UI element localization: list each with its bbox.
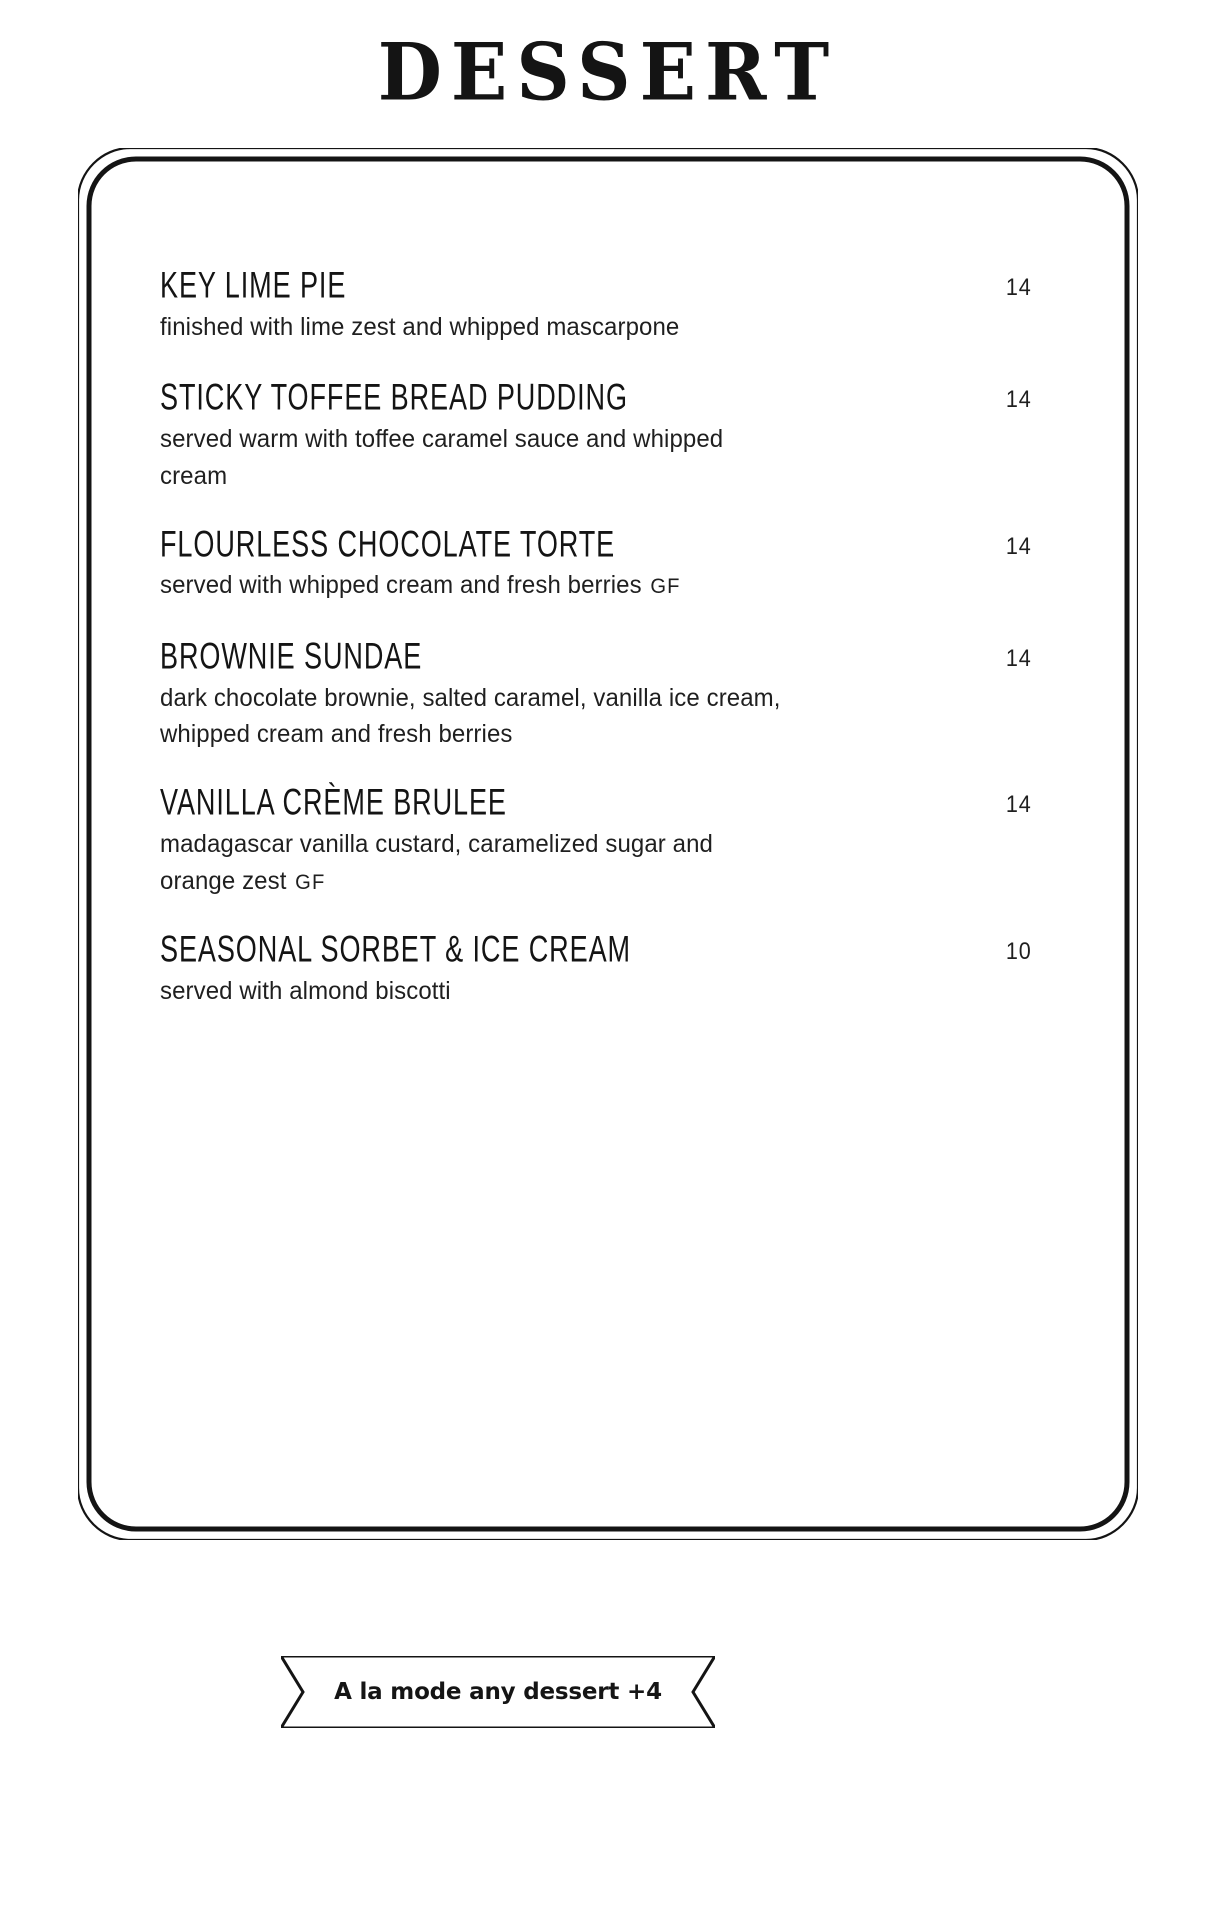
menu-item-description [160,826,726,900]
menu-item-description [160,421,736,495]
menu-item [160,263,1032,345]
menu-item-dietary-tag: GF [295,870,326,894]
menu-item [160,375,1032,494]
menu-item-header [160,263,1032,306]
menu-item-list [160,263,1032,1043]
menu-item [160,927,1032,1009]
menu-item-description-text: served with almond biscotti [160,976,451,1005]
menu-item [160,634,1032,753]
menu-item-price: 10 [1006,938,1032,966]
menu-item-description-text: madagascar vanilla custard, caramelized sugar and orange zest [160,829,713,895]
menu-item-price: 14 [1006,644,1032,672]
menu-item-price: 14 [1006,532,1032,560]
menu-item-description [160,567,813,604]
ribbon-label: A la mode any dessert +4 [334,1679,662,1705]
menu-item-name: FLOURLESS CHOCOLATE TORTE [160,522,616,564]
ribbon-banner [281,1656,715,1728]
menu-item-header [160,634,1032,677]
menu-item-price: 14 [1006,386,1032,414]
menu-item-header [160,780,1032,823]
menu-item-dietary-tag [451,981,460,1004]
menu-item-description-text: served with whipped cream and fresh berries [160,571,642,600]
menu-item-description [160,973,813,1010]
menu-item-description [160,309,813,346]
menu-item-dietary-tag [227,466,236,489]
menu-item [160,780,1032,899]
menu-item-header [160,375,1032,418]
menu-item [160,522,1032,604]
menu-item-name: SEASONAL SORBET & ICE CREAM [160,927,631,970]
menu-item-price: 14 [1006,274,1032,301]
menu-item-dietary-tag: GF [650,575,681,599]
menu-item-description-text: finished with lime zest and whipped mascarpone [160,312,680,341]
menu-item-name: KEY LIME PIE [160,263,347,306]
menu-item-name: BROWNIE SUNDAE [160,634,423,677]
page-title: DESSERT [377,27,839,119]
menu-item-dietary-tag [679,317,688,340]
menu-item-price: 14 [1006,791,1032,819]
menu-item-description-text: dark chocolate brownie, salted caramel, vanilla ice cream, whipped cream and fresh berries [160,683,781,749]
menu-item-dietary-tag [513,724,522,747]
menu-item-header [160,522,1032,564]
menu-item-description-text: served warm with toffee caramel sauce and whipped cream [160,425,724,490]
menu-item-name: VANILLA CRÈME BRULEE [160,780,507,823]
menu-item-description [160,680,832,754]
menu-item-name: STICKY TOFFEE BREAD PUDDING [160,375,628,418]
menu-item-header [160,927,1032,970]
